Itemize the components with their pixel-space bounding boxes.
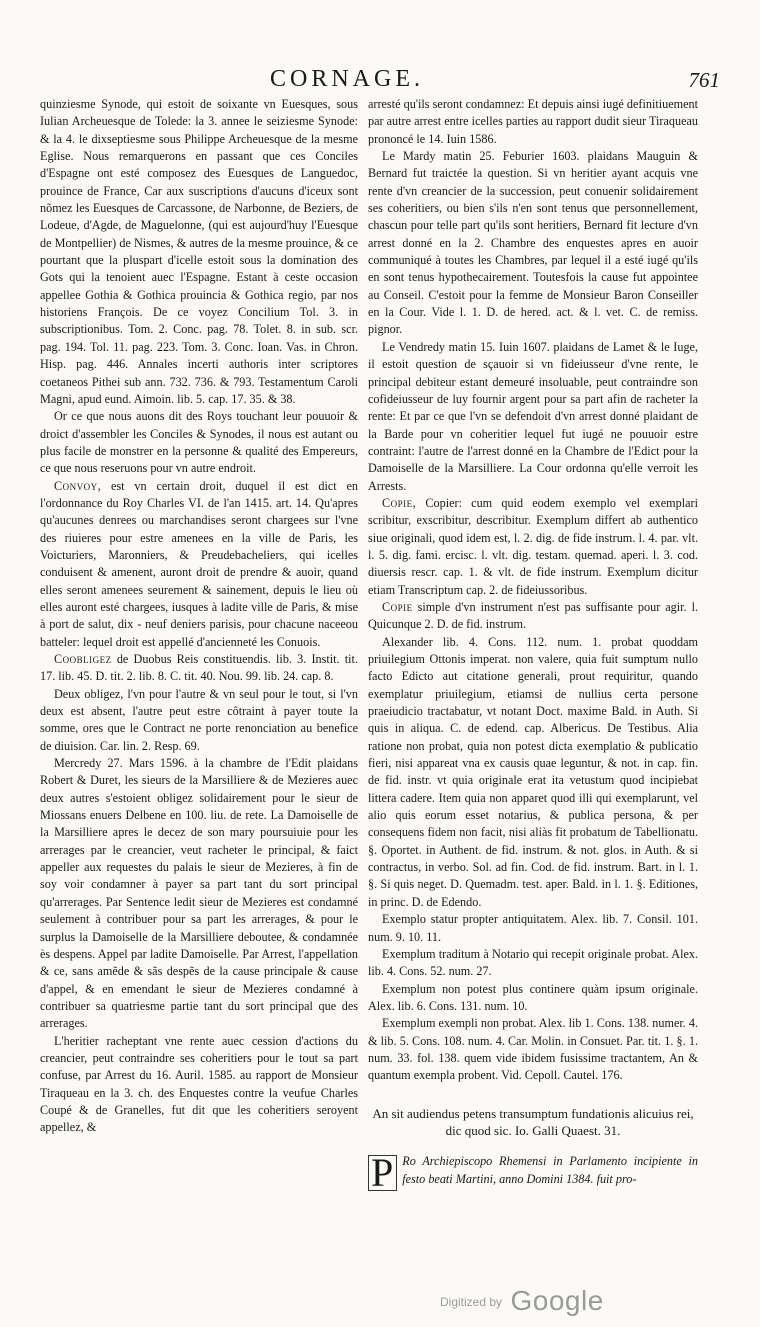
paragraph-text: Alexander lib. 4. Cons. 112. num. 1. probat quoddam priuilegium Ottonis imperat. non valere, quia fuit sumptum nullo facto Edicto aut citatione generali, prout requiritur, quando exemplatur priuilegium, etiamsi de nullius certa persone praeiudicio tractabatur, vt notant Doct. maxime Bald. in Auth. Si quis in aliqua. C. de edend. cap. Albericus. De Testibus. Alia ratione non probat, quia non potest dicta exemplatio & publicatio fieri, nisi appareat vna ex causis quae leguntur, & not. in cap. fin. de fid. instr. vt quia originale erat ita vetustum quod incipiebat littera cadere. Item quia non apparet quod illi qui exemplarunt, vel alio quis eorum esset notarius, & publica persona, & per consequens fidem non facit, nisi aliàs fit probatum de Tabellionatu. §. Oportet. in Authent. de fid. instrum. & not. glos. in Auth. & si contractus, in verbo. Sol. ad fin. Cod. de fid. instrum. Bart. in l. 1. §. Si quis neget. D. Quemadm. test. aper. Bald. in l. 1. §. Editiones, in princ. D. de Edendo. [368,634,698,909]
paragraph-text: est vn certain droit, duquel il est dict en l'ordonnance du Roy Charles VI. de l'an 1415. art. 14. Qu'apres qu'aucunes denrees ou marchandises seront chargees sur l'vne des riuieres pour estre amenees en la ville de Paris, les Voicturiers, Maronniers, & Preudebacheliers, qui icelles conduisent & amenent, auront droit de prendre & auoir, quand elles seront amenees seurement & sainement, depuis le lieu où elles auront esté chargees, iusques à ladite ville de Paris, & mise à port de salut, dix - neuf deniers parisis, pour chacune naceeou batteler: lequel droit est appellé d'ancienneté les Conuois. [40,478,358,649]
paragraph-text: de Duobus Reis constituendis. lib. 3. Instit. tit. 17. lib. 45. D. tit. 2. lib. 8. C. tit. 40. Nou. 99. lib. 24. cap. 8. [40,652,358,684]
paragraph-text: Or ce que nous auons dit des Roys touchant leur pouuoir & droict d'assembler les Conciles & Synodes, il nous est autant ou plus facile de monstrer en la personne & qualité des Empereurs, ce que nous reseruons pour vn autre endroit. [40,409,358,476]
paragraph-text: Mercredy 27. Mars 1596. à la chambre de l'Edit plaidans Robert & Duret, les sieurs de la Marsilliere & de Mezieres auec deux autres s'estoient obligez solidairement pour le sieur de Miossans enuers Delbene en 100. liu. de rete. La Damoiselle de la Marsilliere apres le decez de son mary poursuiuie pour les arrerages par le creancier, veut racheter le principal, & faict appeller aux requestes du palais le sieur de Mezieres, à fin de soy voir condamner à payer sa part tant du sort principal qu'arrerages. Par Sentence ledit sieur de Mezieres est condamné seulement à contribuer pour sa part les arrerages, & pour le surplus la Damoiselle de la Marsilliere deboutee, & condamnée ès despens. Appel par ladite Damoiselle. Par Arrest, l'appellation & ce, sans amẽde & sãs despẽs de la cause principale & cause d'appel, & en emendant le sieur de Mezieres condamné à contribuer sa quatriesme partie tant du sort principal que des arrerages. [40,756,358,1031]
dropcap-paragraph [368,1150,698,1196]
paragraph-text: Le Mardy matin 25. Feburier 1603. plaidans Mauguin & Bernard fut traictée la question. Si vn heritier ayant acquis vne rente d'vn creancier de la succession, peut conuenir solidairement ses coheritiers, ou bien s'ils n'en sont tenus que personnellement, chascun pour telle part qu'ils sont heritiers, Bernard fit lecture d'vn arrest donné en la 2. Chambre des enquestes apres en auoir communiqué à toutes les Chambres, par lequel il a esté iugé qu'ils en sont tenus hypothecairement. Toutesfois la cause fut appointee au Conseil. C'estoit pour la femme de Monsieur Baron Conseiller en la Cour. Vide l. 1. D. de hered. act. & l. vet. C. de remiss. pignor. [368,149,698,337]
paragraph [368,495,698,599]
paragraph [368,148,698,339]
paragraph-text: quinziesme Synode, qui estoit de soixante vn Euesques, sous Iulian Archeuesque de Tolede: la 3. annee le seiziesme Synode: & la 4. le dixseptiesme sous Philippe Archeuesque de la mesme Eglise. Nous remarquerons en passant que ces Conciles d'Espagne ont esté composez des Euesques de Languedoc, prouince de France, Car aux suscriptions d'aucuns d'iceux sont nõmez les Euesques de Carcassone, de Narbonne, de Beziers, de Lodeue, d'Agde, de Maguelonne, (qui est aujourd'huy l'Euesque de Montpellier) de Nismes, & autres de la mesme prouince, & ce pourtant que la pluspart d'icelle estoit sous la domination des Gots qui la tenoient auec l'Espagne. Estant à ceste occasion appellee Gothia & Gothica prouincia & Gothica regio, par nos historiens François. De ce voyez Concilium Tol. 3. in subscriptionibus. Tom. 2. Conc. pag. 78. Tolet. 8. in sub. scr. pag. 194. Tol. 11. pag. 223. Tom. 3. Conc. Ioan. Vas. in Chron. Hisp. pag. 446. Annales incerti authoris inter scriptores coetaneos Pithei sub ann. 732. 736. & 793. Testamentum Caroli Magni, apud eund. Aimoin. lib. 5. cap. 17. 35. & 38. [40,97,358,406]
digitized-by-label: Digitized by [440,1295,503,1309]
paragraph-text: Exemplo statur propter antiquitatem. Alex. lib. 7. Consil. 101. num. 9. 10. 11. [368,912,698,944]
paragraph [40,755,358,1033]
left-column [40,96,358,1137]
paragraph [40,686,358,755]
paragraph-text: L'heritier racheptant vne rente auec cession d'actions du creancier, peut contraindre ses coheritiers pour le tout sa part confuse, par Arrest du 16. Auril. 1585. au rapport de Monsieur Tiraqueau en la 3. ch. des Enquestes contre la veufue Charles Coupé & de Granelles, fut dit que les coheritiers seroyent appellez, & [40,1033,358,1135]
google-logo: Google [510,1285,604,1316]
drop-capital: P [368,1155,397,1191]
paragraph-text: Exemplum traditum à Notario qui recepit originale probat. Alex. lib. 4. Cons. 52. num. 27. [368,946,698,979]
paragraph-text: Deux obligez, l'vn pour l'autre & vn seul pour le tout, si l'vn deux est absent, l'autre peut estre côtraint à payer toute la somme, ores que le Contract ne porte renonciation au benefice de diuision. Car. lin. 2. Resp. 69. [40,686,358,753]
paragraph-text: Copier: cum quid eodem exemplo vel exemplari scribitur, exscribitur, describitur. Exemplum differt ab authentico siue originali, quod idem est, l. 2. dig. de fide instrum. l. 4. par. vlt. l. 5. dig. fami. ercisc. l. vlt. dig. testam. quemad. aperi. l. 3. cod. diuersis rescr. cap. 1. & vlt. de fide instrum. Exemplum dicitur etiam Transcriptum cap. 2. de fideiussoribus. [368,495,698,597]
paragraph [368,1015,698,1084]
page-number: 761 [688,68,720,92]
paragraph-text: Exemplum exempli non probat. Alex. lib 1. Cons. 138. numer. 4. & lib. 5. Cons. 108. num. 4. Car. Molin. in Consuet. Par. tit. 1. §. 1. num. 33. fol. 138. quem vide ibidem fusissime tractantem, An & quantum exempla probent. Vid. Cepoll. Cautel. 176. [368,1016,698,1083]
paragraph [40,478,358,651]
paragraph [368,96,698,148]
paragraph [368,599,698,634]
paragraph [368,946,698,981]
digitized-watermark [440,1285,604,1317]
paragraph-text: arresté qu'ils seront condamnez: Et depuis ainsi iugé definitiuement par autre arrest entre icelles parties au rapport dudit sieur Tiraqueau prononcé le 14. Iuin 1586. [368,97,698,146]
paragraph-text: simple d'vn instrument n'est pas suffisante pour agir. l. Quicunque 2. D. de fid. instrum. [368,599,698,632]
entry-headword: Convoy, [54,478,102,493]
paragraph [368,339,698,495]
question-heading: An sit audiendus petens transumptum fundationis alicuius rei, dic quod sic. Io. Galli Quaest. 31. [372,1105,694,1138]
paragraph-text: Ro Archiepiscopo Rhemensi in Parlamento incipiente in festo beati Martini, anno Domini 1384. fuit pro- [402,1154,698,1186]
paragraph [368,981,698,1016]
paragraph [40,408,358,477]
paragraph [368,634,698,912]
entry-headword: Copie, [382,495,417,510]
paragraph-text: Le Vendredy matin 15. Iuin 1607. plaidans de Lamet & le Iuge, il estoit question de sçauoir si vn fideiusseur d'vne rente, le principal debiteur estant demeuré insoluable, peut contraindre son cofideiusseur de luy fournir argent pour sa part afin de racheter la rente: Et par ce que l'vn se defendoit d'vn arrest donné plaidant de la Barde pour vn coheritier lequel fut iugé ne pouuoir estre contraint: l'autre de l'arrest donné en la Chambre de l'Edict pour la Damoiselle de la Marsilliere. La Cour ordonna qu'elle verroit les Arrests. [368,339,698,493]
paragraph [40,96,358,408]
running-header [0,66,760,96]
paragraph-text: Exemplum non potest plus continere quàm ipsum originale. Alex. lib. 6. Cons. 131. num. 10. [368,981,698,1013]
paragraph [368,911,698,946]
paragraph [40,651,358,686]
running-title: CORNAGE. [270,66,425,92]
right-column [368,96,698,1196]
entry-headword: Copie [382,599,413,614]
entry-headword: Coobligez [54,652,112,666]
paragraph [40,1033,358,1137]
